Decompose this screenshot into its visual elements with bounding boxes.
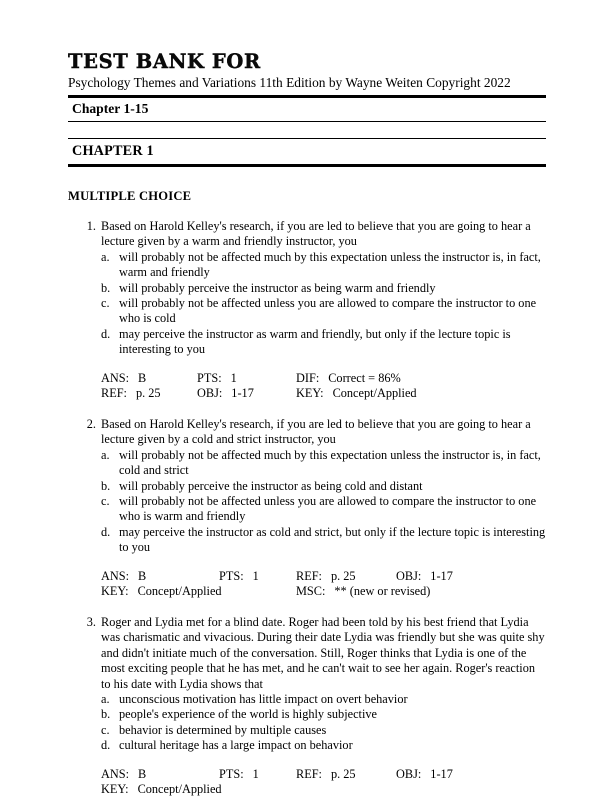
option-text: unconscious motivation has little impact on overt behavior <box>119 691 408 706</box>
question-item <box>68 219 546 402</box>
chapter-heading: CHAPTER 1 <box>72 142 154 159</box>
metadata-ref <box>296 569 356 585</box>
option-text: will probably not be affected unless you are allowed to compare the instructor to one who is cold <box>119 295 537 326</box>
spacer <box>68 122 546 138</box>
metadata-key: ANS: <box>101 568 130 583</box>
metadata-obj <box>396 569 453 585</box>
option-item[interactable] <box>101 494 546 525</box>
option-list <box>68 448 546 556</box>
option-letter: d. <box>101 524 111 539</box>
metadata-value: B <box>138 766 147 781</box>
option-text: will probably not be affected unless you are allowed to compare the instructor to one who is warm and friendly <box>119 493 537 524</box>
metadata-row <box>101 386 546 402</box>
option-letter: c. <box>101 493 110 508</box>
option-item[interactable] <box>101 448 546 479</box>
metadata-value: Concept/Applied <box>137 584 222 599</box>
question-stem: Based on Harold Kelley's research, if you are led to believe that you are going to hear a lecture given by a cold and strict instructor, you <box>101 416 531 447</box>
metadata-pts <box>219 767 259 783</box>
metadata-obj <box>396 767 453 783</box>
question-item <box>68 417 546 600</box>
section-title: MULTIPLE CHOICE <box>68 188 192 203</box>
metadata-value: 1 <box>252 568 259 583</box>
metadata-key: ANS: <box>101 370 130 385</box>
metadata-value: ** (new or revised) <box>334 584 431 599</box>
option-letter: b. <box>101 478 111 493</box>
option-letter: d. <box>101 326 111 341</box>
metadata-key: KEY: <box>101 584 129 599</box>
question-stem: Roger and Lydia met for a blind date. Roger had been told by his best friend that Lydia was charismatic and vivacious. During their date Lydia was friendly but she was quite shy and didn't initiate much of the conversation. Still, Roger thinks that Lydia is one of the most exciting people that he has met, and he can't wait to see her again. Roger's reaction to his date with Lydia shows that <box>101 614 545 691</box>
metadata-value: Concept/Applied <box>137 782 222 797</box>
page-content <box>68 52 546 798</box>
metadata-row <box>101 767 546 783</box>
option-list <box>68 250 546 358</box>
metadata-key: PTS: <box>219 568 244 583</box>
metadata-row <box>101 584 546 600</box>
chapter-range-heading: Chapter 1-15 <box>72 100 149 116</box>
metadata-key: REF: <box>296 766 322 781</box>
metadata-key: PTS: <box>197 370 222 385</box>
metadata-dif <box>296 371 401 387</box>
question-number: 2. <box>86 416 96 431</box>
metadata-value: 1-17 <box>231 386 254 401</box>
metadata-key: KEY: <box>101 782 129 797</box>
option-letter: a. <box>101 691 110 706</box>
question-item <box>68 615 546 798</box>
metadata-row <box>101 569 546 585</box>
option-item[interactable] <box>101 525 546 556</box>
metadata-key-field <box>101 782 222 798</box>
metadata-ans <box>101 569 146 585</box>
metadata-ref <box>296 767 356 783</box>
metadata-key: OBJ: <box>197 386 223 401</box>
option-item[interactable] <box>101 327 546 358</box>
metadata-value: Concept/Applied <box>332 386 417 401</box>
divider-thick-chapter-bottom <box>68 164 546 167</box>
metadata-pts <box>197 371 237 387</box>
option-item[interactable] <box>101 281 546 296</box>
metadata-ans <box>101 767 146 783</box>
metadata-key-field <box>101 584 222 600</box>
question-stem: Based on Harold Kelley's research, if you are led to believe that you are going to hear a lecture given by a warm and friendly instructor, you <box>101 218 531 249</box>
metadata-key: MSC: <box>296 584 326 599</box>
option-letter: b. <box>101 280 111 295</box>
document-subtitle: Psychology Themes and Variations 11th Edition by Wayne Weiten Copyright 2022 <box>68 75 511 91</box>
metadata-ans <box>101 371 146 387</box>
metadata-row <box>101 371 546 387</box>
option-item[interactable] <box>101 296 546 327</box>
metadata-value: B <box>138 568 147 583</box>
metadata-msc <box>296 584 430 600</box>
metadata-value: p. 25 <box>135 386 161 401</box>
option-item[interactable] <box>101 738 546 753</box>
metadata-key: ANS: <box>101 766 130 781</box>
metadata-value: B <box>138 370 147 385</box>
answer-metadata <box>101 767 546 798</box>
option-item[interactable] <box>101 692 546 707</box>
option-text: cultural heritage has a large impact on behavior <box>119 738 353 753</box>
option-letter: d. <box>101 738 111 753</box>
option-item[interactable] <box>101 707 546 722</box>
metadata-key: PTS: <box>219 766 244 781</box>
metadata-obj <box>197 386 254 402</box>
metadata-key: REF: <box>296 568 322 583</box>
metadata-key: DIF: <box>296 370 320 385</box>
option-letter: c. <box>101 722 110 737</box>
metadata-value: p. 25 <box>330 766 356 781</box>
option-list <box>68 692 546 754</box>
answer-metadata <box>101 371 546 402</box>
option-text: will probably perceive the instructor as being cold and distant <box>119 478 423 493</box>
metadata-key-field <box>296 386 417 402</box>
metadata-key: OBJ: <box>396 766 422 781</box>
metadata-value: p. 25 <box>330 568 356 583</box>
question-number: 1. <box>86 218 96 233</box>
metadata-value: 1-17 <box>430 568 453 583</box>
option-item[interactable] <box>101 479 546 494</box>
metadata-value: 1 <box>230 370 237 385</box>
option-letter: c. <box>101 295 110 310</box>
answer-metadata <box>101 569 546 600</box>
option-letter: a. <box>101 249 110 264</box>
metadata-key: REF: <box>101 386 127 401</box>
option-text: will probably perceive the instructor as being warm and friendly <box>119 280 436 295</box>
metadata-key: KEY: <box>296 386 324 401</box>
question-number: 3. <box>86 614 96 629</box>
metadata-value: 1-17 <box>430 766 453 781</box>
metadata-ref <box>101 386 161 402</box>
option-text: people's experience of the world is highly subjective <box>119 707 377 722</box>
option-text: will probably not be affected much by this expectation unless the instructor is, in fact, cold and strict <box>119 447 541 478</box>
option-text: may perceive the instructor as warm and friendly, but only if the lecture topic is interesting to you <box>119 326 511 357</box>
metadata-key: OBJ: <box>396 568 422 583</box>
option-text: behavior is determined by multiple causes <box>119 722 327 737</box>
metadata-pts <box>219 569 259 585</box>
document-title: TEST BANK FOR <box>68 50 261 73</box>
metadata-value: Correct = 86% <box>328 370 401 385</box>
metadata-row <box>101 782 546 798</box>
option-text: may perceive the instructor as cold and strict, but only if the lecture topic is interesting to you <box>119 524 546 555</box>
option-letter: b. <box>101 707 111 722</box>
option-letter: a. <box>101 447 110 462</box>
masthead <box>68 52 546 92</box>
option-text: will probably not be affected much by this expectation unless the instructor is, in fact, warm and friendly <box>119 249 541 280</box>
option-item[interactable] <box>101 250 546 281</box>
option-item[interactable] <box>101 723 546 738</box>
metadata-value: 1 <box>252 766 259 781</box>
